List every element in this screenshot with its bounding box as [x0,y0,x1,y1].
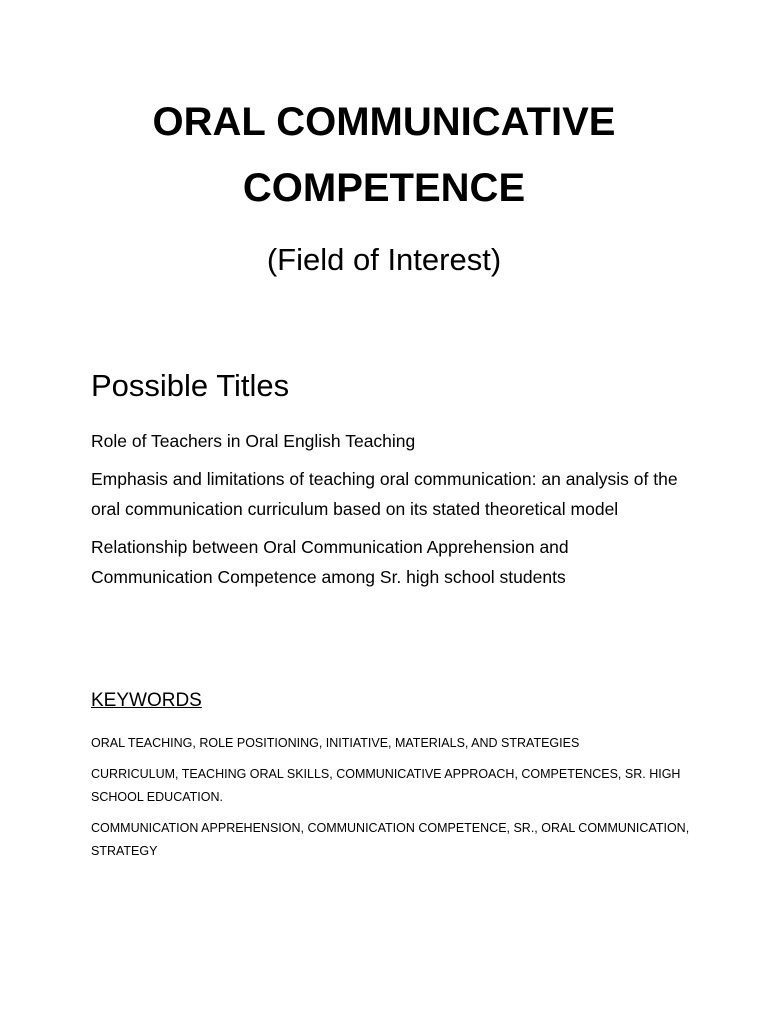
possible-titles-heading: Possible Titles [91,368,290,403]
possible-title-item: Role of Teachers in Oral English Teaching [91,431,416,451]
keywords-heading: KEYWORDS [91,690,202,711]
keyword-group: ORAL TEACHING, ROLE POSITIONING, INITIATIVE, MATERIALS, AND STRATEGIES [91,736,580,750]
document-title-line-2: COMPETENCE [242,166,526,210]
document-title-line-1: ORAL COMMUNICATIVE [152,100,616,144]
document-subtitle: (Field of Interest) [266,242,502,277]
keyword-group: CURRICULUM, TEACHING ORAL SKILLS, COMMUNICATIVE APPROACH, COMPETENCES, SR. HIGH SCHOOL EDUCATION. [91,767,681,804]
possible-titles-list [91,426,691,600]
keywords-list [91,732,691,871]
possible-title-item: Relationship between Oral Communication Apprehension and Communication Competence among Sr. high school students [91,537,569,587]
possible-title-item: Emphasis and limitations of teaching oral communication: an analysis of the oral communication curriculum based on its stated theoretical model [91,469,678,519]
keyword-group: COMMUNICATION APPREHENSION, COMMUNICATION COMPETENCE, SR., ORAL COMMUNICATION, STRATEGY [91,821,690,858]
